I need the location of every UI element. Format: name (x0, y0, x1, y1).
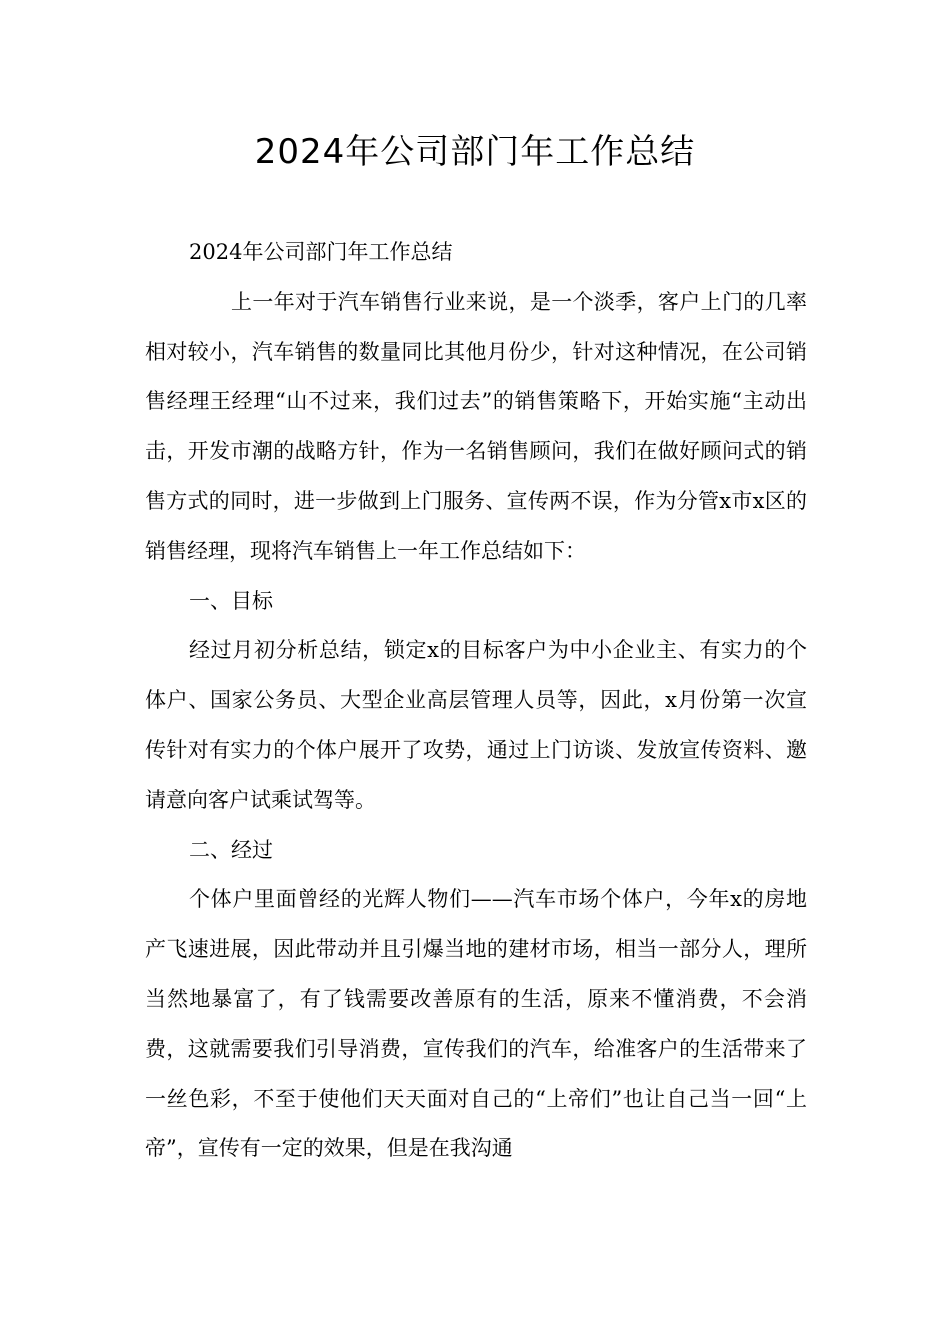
paragraph-process: 个体户里面曾经的光辉人物们——汽车市场个体户，今年x的房地产飞速进展，因此带动并且引爆当地的建材市场，相当一部分人，理所当然地暴富了，有了钱需要改善原有的生活，原来不懂消费，不会消费，这就需要我们引导消费，宣传我们的汽车，给准客户的生活带来了一丝色彩，不至于使他们天天面对自己的“上帝们”也让自己当一回“上帝”，宣传有一定的效果，但是在我沟通 (145, 887, 807, 1161)
paragraph-intro: 上一年对于汽车销售行业来说，是一个淡季，客户上门的几率相对较小，汽车销售的数量同比其他月份少，针对这种情况，在公司销售经理王经理“山不过来，我们过去”的销售策略下，开始实施“主动出击，开发市潮的战略方针，作为一名销售顾问，我们在做好顾问式的销售方式的同时，进一步做到上门服务、宣传两不误，作为分管x市x区的销售经理，现将汽车销售上一年工作总结如下： (145, 289, 807, 563)
document-subtitle: 2024年公司部门年工作总结 (189, 240, 453, 264)
paragraph-goal: 经过月初分析总结，锁定x的目标客户为中小企业主、有实力的个体户、国家公务员、大型企业高层管理人员等，因此，x月份第一次宣传针对有实力的个体户展开了攻势，通过上门访谈、发放宣传资料、邀请意向客户试乘试驾等。 (145, 638, 807, 812)
section-heading-process: 二、经过 (189, 837, 273, 862)
section-heading-goal: 一、目标 (189, 588, 273, 613)
document-body (145, 228, 807, 1174)
document-title: 2024年公司部门年工作总结 (254, 132, 696, 172)
